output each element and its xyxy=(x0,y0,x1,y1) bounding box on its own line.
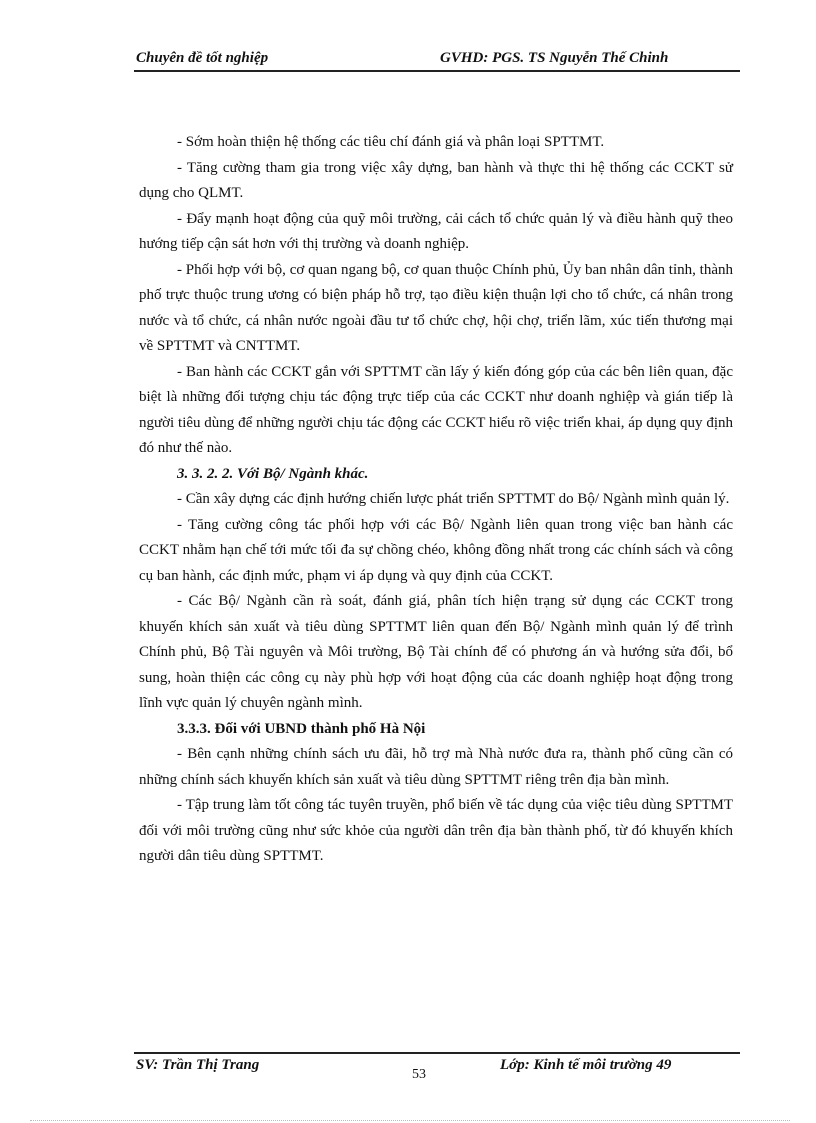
paragraph-1: - Sớm hoàn thiện hệ thống các tiêu chí đánh giá và phân loại SPTTMT. xyxy=(177,134,605,150)
page-edge-divider xyxy=(30,1120,790,1121)
paragraph-9: - Bên cạnh những chính sách ưu đãi, hỗ trợ mà Nhà nước đưa ra, thành phố cũng cần có những chính sách khuyến khích sản xuất và tiêu dùng SPTTMT riêng trên địa bàn mình. xyxy=(139,746,733,788)
footer-student: SV: Trần Thị Trang xyxy=(136,1057,260,1073)
header-topic: Chuyên đề tốt nghiệp xyxy=(136,50,269,66)
paragraph-4: - Phối hợp với bộ, cơ quan ngang bộ, cơ quan thuộc Chính phủ, Ủy ban nhân dân tỉnh, thành phố trực thuộc trung ương có biện pháp hỗ trợ, tạo điều kiện thuận lợi cho tổ chức, cá nhân trong nước và tổ chức, cá nhân nước ngoài đầu tư tổ chức chợ, hội chợ, triển lãm, xúc tiến thương mại về SPTTMT và CNTTMT. xyxy=(139,261,733,354)
section-heading-3-3-2-2: 3. 3. 2. 2. Với Bộ/ Ngành khác. xyxy=(177,465,369,482)
paragraph-10: - Tập trung làm tốt công tác tuyên truyền, phổ biến về tác dụng của việc tiêu dùng SPTTMT đối với môi trường cũng như sức khỏe của người dân trên địa bàn thành phố, từ đó khuyến khích người dân tiêu dùng SPTTMT. xyxy=(139,797,733,864)
page-body xyxy=(139,130,733,870)
footer-divider xyxy=(134,1052,740,1054)
paragraph-5: - Ban hành các CCKT gắn với SPTTMT cần lấy ý kiến đóng góp của các bên liên quan, đặc biệt là những đối tượng chịu tác động trực tiếp của các CCKT như doanh nghiệp và gián tiếp là người tiêu dùng để những người chịu tác động các CCKT hiểu rõ việc triển khai, áp dụng quy định đó như thế nào. xyxy=(139,363,733,456)
page-header xyxy=(136,46,740,70)
paragraph-3: - Đẩy mạnh hoạt động của quỹ môi trường, cải cách tổ chức quản lý và điều hành quỹ theo hướng tiếp cận sát hơn với thị trường và doanh nghiệp. xyxy=(139,210,733,252)
page-footer xyxy=(136,1055,740,1095)
section-heading-3-3-3: 3.3.3. Đối với UBND thành phố Hà Nội xyxy=(177,720,426,737)
paragraph-8: - Các Bộ/ Ngành cần rà soát, đánh giá, phân tích hiện trạng sử dụng các CCKT trong khuyến khích sản xuất và tiêu dùng SPTTMT liên quan đến Bộ/ Ngành mình quản lý để trình Chính phủ, Bộ Tài nguyên và Môi trường, Bộ Tài chính để có phương án và hướng sửa đổi, bổ sung, hoàn thiện các công cụ này phù hợp với hoạt động của các doanh nghiệp hoạt động trong lĩnh vực quản lý chuyên ngành mình. xyxy=(139,593,733,711)
paragraph-2: - Tăng cường tham gia trong việc xây dựng, ban hành và thực thi hệ thống các CCKT sử dụng cho QLMT. xyxy=(139,159,733,201)
page-number: 53 xyxy=(412,1067,426,1082)
footer-class: Lớp: Kinh tế môi trường 49 xyxy=(500,1057,672,1073)
paragraph-6: - Cần xây dựng các định hướng chiến lược phát triển SPTTMT do Bộ/ Ngành mình quản lý. xyxy=(177,491,730,507)
header-divider xyxy=(134,70,740,72)
header-advisor: GVHD: PGS. TS Nguyễn Thế Chinh xyxy=(440,50,669,66)
paragraph-7: - Tăng cường công tác phối hợp với các Bộ/ Ngành liên quan trong việc ban hành các CCKT nhằm hạn chế tới mức tối đa sự chồng chéo, không đồng nhất trong các chính sách và công cụ ban hành, các định mức, phạm vi áp dụng và quy định của CCKT. xyxy=(139,516,733,584)
